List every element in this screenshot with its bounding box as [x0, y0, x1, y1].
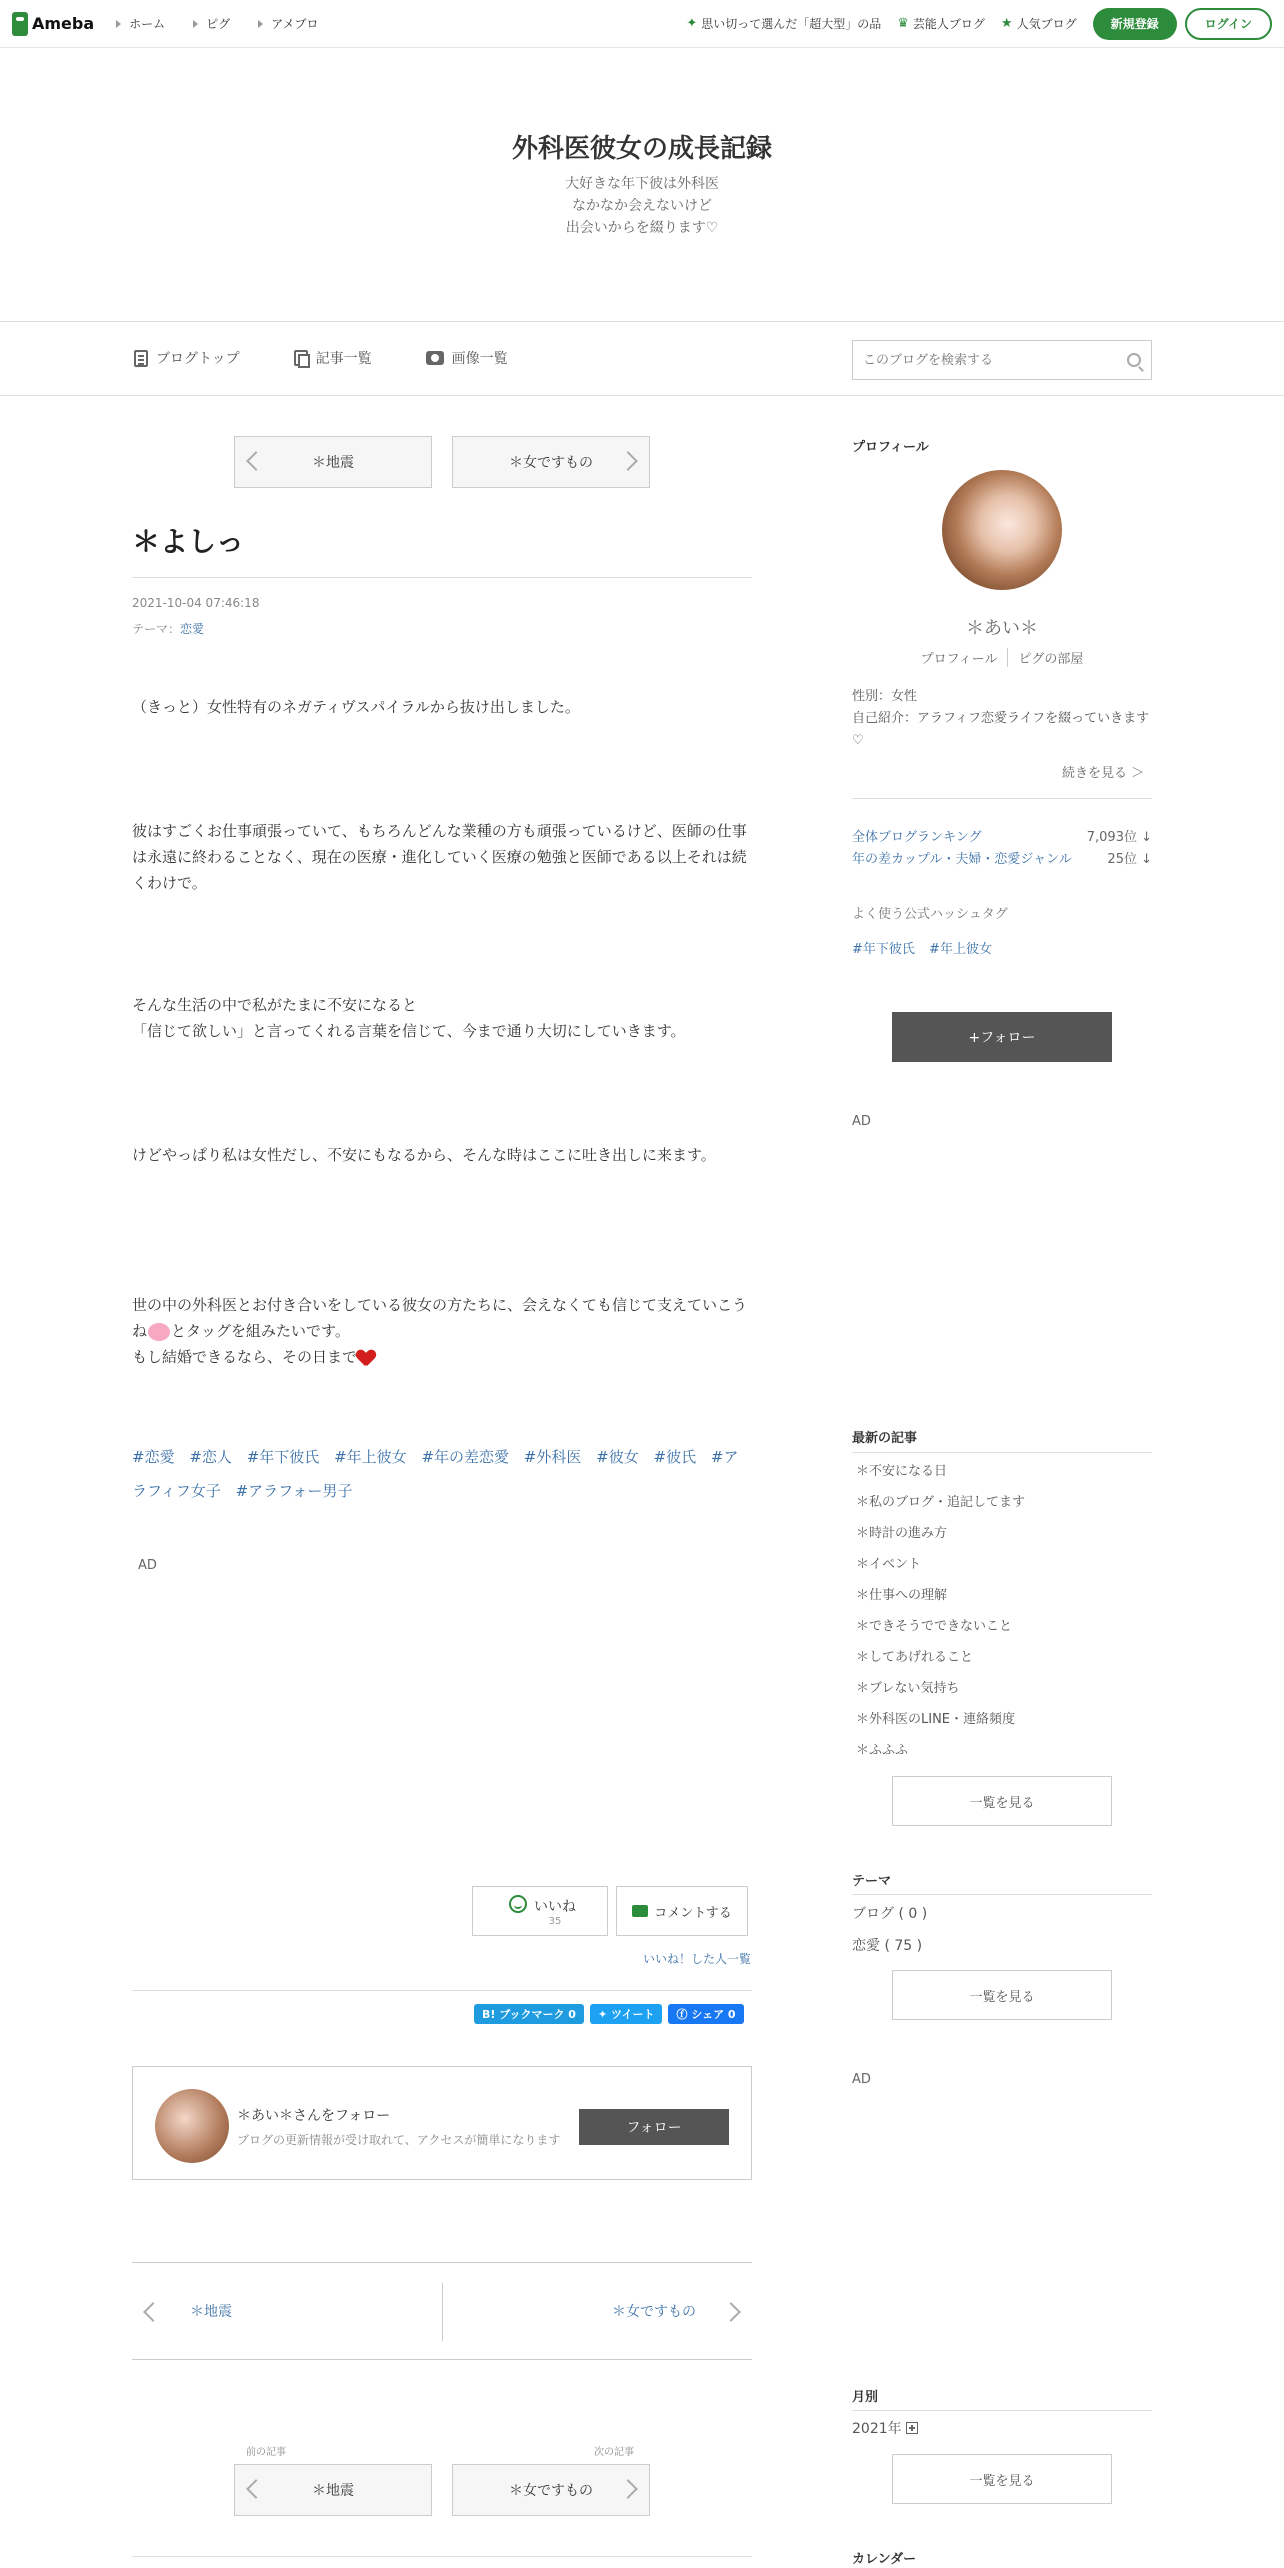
facebook-icon: ⓕ	[676, 2008, 692, 2021]
sparkle-icon: ✦	[686, 16, 698, 31]
comment-button[interactable]	[616, 1886, 748, 1936]
smile-icon	[509, 1895, 527, 1913]
logo-text: Ameba	[32, 14, 95, 33]
share-buttons	[474, 2004, 744, 2024]
follow-button[interactable]: フォロー	[579, 2109, 729, 2145]
divider	[852, 798, 1152, 799]
profile-link[interactable]: プロフィール	[920, 652, 998, 667]
blog-search-input[interactable]	[863, 353, 1127, 368]
celebrity-blog-label: 芸能人ブログ	[912, 17, 985, 31]
paragraph-line: 「信じて欲しい」と言ってくれる言葉を信じて、今まで通り大切にしていきます。	[132, 1022, 686, 1040]
recent-entry-link[interactable]: ＊イベント	[856, 1557, 922, 1572]
calendar-heading: カレンダー	[852, 2552, 917, 2567]
chevron-left-icon	[143, 2302, 163, 2322]
login-button[interactable]: ログイン	[1185, 8, 1272, 40]
expand-plus-icon[interactable]	[906, 2422, 918, 2434]
theme-link[interactable]: 恋愛	[180, 622, 205, 636]
global-header	[0, 0, 1284, 48]
blog-nav	[0, 322, 1284, 396]
celebrity-blog-link[interactable]	[897, 15, 985, 32]
hashtag-link[interactable]: #年下彼氏	[852, 942, 915, 957]
theme-heading: テーマ	[852, 1874, 892, 1889]
nav-ameblo-label: アメブロ	[271, 17, 319, 31]
document-icon	[134, 350, 148, 367]
hashtag-heading: よく使う公式ハッシュタグ	[852, 907, 1008, 922]
recent-entry-link[interactable]: ＊外科医のLINE・連絡頻度	[856, 1712, 1016, 1727]
hashtag-link[interactable]: #彼女	[596, 1448, 639, 1466]
comment-label: コメントする	[654, 1905, 732, 1921]
ranking-label[interactable]: 年の差カップル・夫婦・恋愛ジャンル	[852, 852, 1072, 867]
ad-label: AD	[138, 1558, 157, 1573]
theme-link[interactable]: 恋愛 ( 75 )	[852, 1938, 923, 1954]
image-list-link[interactable]	[426, 348, 508, 368]
entry-list-label: 記事一覧	[315, 351, 372, 367]
caret-right-icon	[193, 20, 198, 28]
prev-entry-title: ＊地震	[312, 2483, 354, 2499]
chevron-right-icon	[618, 451, 638, 471]
paragraph-line: そんな生活の中で私がたまに不安になると	[132, 996, 418, 1014]
recent-entry-link[interactable]: ＊不安になる日	[856, 1464, 948, 1479]
nav-home[interactable]	[116, 15, 165, 32]
paragraph	[132, 992, 752, 1044]
ad-label: AD	[852, 1114, 871, 1129]
next-entry-button-top[interactable]	[452, 436, 650, 488]
ameba-logo[interactable]	[12, 12, 94, 36]
entry-title[interactable]: ＊よしっ	[132, 525, 245, 558]
image-list-label: 画像一覧	[451, 351, 508, 367]
profile-intro: 自己紹介：アラフィフ恋愛ライフを綴っていきます♡	[852, 711, 1150, 748]
paragraph: 彼はすごくお仕事頑張っていて、もちろんどんな業種の方も頑張っているけど、医師の仕事は永遠に終わることなく、現在の医療・進化していく医療の勉強と医師である以上それは続くわけで。	[132, 822, 747, 892]
next-entry-caption: 次の記事	[594, 2447, 634, 2458]
paragraph: （きっと）女性特有のネガティヴスパイラルから抜け出しました。	[132, 698, 580, 716]
prev-entry-title: ＊地震	[312, 455, 354, 471]
follow-card-title: ＊あい＊さんをフォロー	[237, 2108, 391, 2124]
recent-entry-link[interactable]: ＊ブレない気持ち	[856, 1681, 960, 1696]
popular-blog-link[interactable]	[1001, 15, 1077, 32]
ad-label: AD	[852, 2072, 871, 2087]
hashtag-link[interactable]: #年上彼女	[334, 1448, 407, 1466]
theme-label: テーマ：	[132, 622, 181, 636]
profile-name[interactable]: ＊あい＊	[966, 618, 1038, 639]
theme-link[interactable]: ブログ ( 0 )	[852, 1906, 928, 1922]
blog-top-label: ブログトップ	[156, 351, 240, 367]
crown-icon: ♛	[897, 16, 909, 31]
entry-list-link[interactable]	[294, 348, 372, 368]
divider	[442, 2283, 443, 2341]
chevron-left-icon	[246, 2479, 266, 2499]
recent-entry-link[interactable]: ＊できそうでできないこと	[856, 1619, 1013, 1634]
signup-button[interactable]: 新規登録	[1093, 8, 1177, 40]
chevron-right-icon	[618, 2479, 638, 2499]
popular-blog-label: 人気ブログ	[1016, 17, 1077, 31]
paragraph: けどやっぱり私は女性だし、不安にもなるから、そんな時はここに吐き出しに来ます。	[132, 1146, 716, 1164]
entry-theme	[132, 620, 204, 637]
hatena-bookmark-button[interactable]: B! ブックマーク 0	[474, 2004, 584, 2024]
caret-right-icon	[258, 20, 263, 28]
entry-date: 2021-10-04 07:46:18	[132, 596, 260, 610]
sidebar-follow-button[interactable]: +フォロー	[892, 1012, 1112, 1062]
like-button[interactable]	[472, 1886, 608, 1936]
read-more-link[interactable]: 続きを見る ＞	[1062, 766, 1145, 781]
likers-list-link[interactable]: いいね！した人一覧	[643, 1952, 752, 1966]
sidebar-hashtags	[852, 939, 1152, 961]
tweet-button[interactable]	[590, 2004, 663, 2024]
twitter-icon: ✦	[597, 2007, 611, 2021]
profile-heading: プロフィール	[852, 440, 929, 455]
hashtag-link[interactable]: #外科医	[523, 1448, 582, 1466]
recent-entry-link[interactable]: ＊私のブログ・追記してます	[856, 1495, 1026, 1510]
ameba-logo-icon	[12, 12, 28, 36]
profile-avatar[interactable]	[942, 470, 1062, 590]
hashtag-link[interactable]: #アラフォー男子	[235, 1482, 353, 1500]
ranking-value: 25位 ↓	[1107, 852, 1152, 867]
monthly-see-all-button[interactable]: 一覧を見る	[892, 2454, 1112, 2504]
profile-gender: 性別：女性	[852, 689, 918, 704]
avatar[interactable]	[155, 2089, 229, 2163]
divider	[852, 2410, 1152, 2411]
divider	[132, 2556, 752, 2557]
hashtag-link[interactable]: #恋愛	[132, 1448, 175, 1466]
star-icon: ★	[1000, 16, 1013, 31]
ranking-row	[852, 826, 1152, 845]
like-label: いいね	[534, 1898, 576, 1915]
prev-entry-button-top[interactable]	[234, 436, 432, 488]
follow-card-description: ブログの更新情報が受け取れて、アクセスが簡単になります	[237, 2133, 561, 2147]
prev-entry-caption: 前の記事	[246, 2447, 286, 2458]
blog-description: 大好きな年下彼は外科医 なかなか会えないけど 出会いからを綴ります♡	[565, 176, 719, 236]
global-nav	[116, 15, 318, 32]
caret-right-icon	[116, 20, 121, 28]
search-icon[interactable]	[1127, 353, 1141, 367]
blog-top-link[interactable]	[134, 348, 240, 368]
blog-search	[852, 340, 1152, 380]
pig-emoji-icon	[148, 1323, 170, 1341]
paragraph	[132, 1292, 752, 1370]
hashtag-link[interactable]: #年下彼氏	[246, 1448, 320, 1466]
ranking-label[interactable]: 全体ブログランキング	[852, 830, 982, 845]
month-item[interactable]	[852, 2418, 918, 2438]
follow-card	[132, 2066, 752, 2180]
prev-next-links	[132, 2262, 752, 2360]
ranking-value: 7,093位 ↓	[1086, 830, 1152, 845]
nav-home-label: ホーム	[129, 17, 166, 31]
hashtag-link[interactable]: #恋人	[189, 1448, 232, 1466]
paragraph-line: もし結婚できるなら、その日まで	[132, 1348, 358, 1366]
entry-hashtags	[132, 1440, 752, 1508]
pigg-room-link[interactable]: ピグの部屋	[1007, 648, 1093, 667]
blog-header	[0, 48, 1284, 322]
comment-icon	[632, 1905, 648, 1917]
recent-entry-link[interactable]: ＊ふふふ	[856, 1743, 909, 1758]
promo-link-label: 思い切って選んだ「超大型」の品	[701, 17, 882, 31]
header-right	[686, 8, 1272, 40]
copy-icon	[294, 350, 308, 366]
nav-pigg-label: ピグ	[206, 17, 231, 31]
chevron-left-icon	[246, 451, 266, 471]
recent-entries-list	[852, 1456, 1152, 1766]
recent-heading: 最新の記事	[852, 1431, 918, 1446]
hashtag-link[interactable]: #彼氏	[653, 1448, 697, 1466]
camera-icon	[426, 351, 444, 365]
blog-title[interactable]: 外科医彼女の成長記録	[511, 134, 772, 164]
divider	[132, 577, 752, 578]
hashtag-link[interactable]: #年の差恋愛	[421, 1448, 510, 1466]
theme-see-all-button[interactable]: 一覧を見る	[892, 1970, 1112, 2020]
tweet-label: ツイート	[611, 2008, 655, 2021]
facebook-share-label: シェア 0	[691, 2008, 736, 2021]
heart-emoji-icon	[357, 1350, 375, 1366]
recent-entry-link[interactable]: ＊してあげれること	[856, 1650, 974, 1665]
chevron-right-icon	[721, 2302, 741, 2322]
paragraph-line: とタッグを組みたいです。	[171, 1322, 350, 1340]
month-label: 2021年	[852, 2421, 902, 2437]
prev-entry-button-bottom[interactable]	[234, 2464, 432, 2516]
ranking-row	[852, 848, 1152, 867]
like-count: 35	[548, 1915, 562, 1927]
recent-see-all-button[interactable]: 一覧を見る	[892, 1776, 1112, 1826]
divider	[852, 1452, 1152, 1453]
divider	[852, 1894, 1152, 1895]
next-entry-title: ＊女ですもの	[509, 2483, 593, 2499]
prev-entry-link[interactable]: ＊地震	[190, 2304, 232, 2320]
next-entry-title: ＊女ですもの	[509, 455, 593, 471]
hashtag-link[interactable]: #年上彼女	[929, 942, 992, 957]
next-entry-button-bottom[interactable]	[452, 2464, 650, 2516]
facebook-share-button[interactable]	[668, 2004, 743, 2024]
nav-ameblo[interactable]	[258, 15, 318, 32]
nav-pigg[interactable]	[193, 15, 230, 32]
divider	[132, 1990, 752, 1991]
promo-link[interactable]	[686, 15, 881, 32]
profile-links	[852, 648, 1152, 667]
recent-entry-link[interactable]: ＊仕事への理解	[856, 1588, 948, 1603]
hashtag-link[interactable]: #アラフィフ女子	[132, 1448, 739, 1500]
next-entry-link[interactable]: ＊女ですもの	[612, 2304, 696, 2320]
recent-entry-link[interactable]: ＊時計の進み方	[856, 1526, 948, 1541]
paragraph-line: 世の中の外科医とお付き合いをしている彼女の方たちに、会えなくても信じて支えていこうね	[132, 1296, 748, 1340]
monthly-heading: 月別	[852, 2390, 879, 2405]
